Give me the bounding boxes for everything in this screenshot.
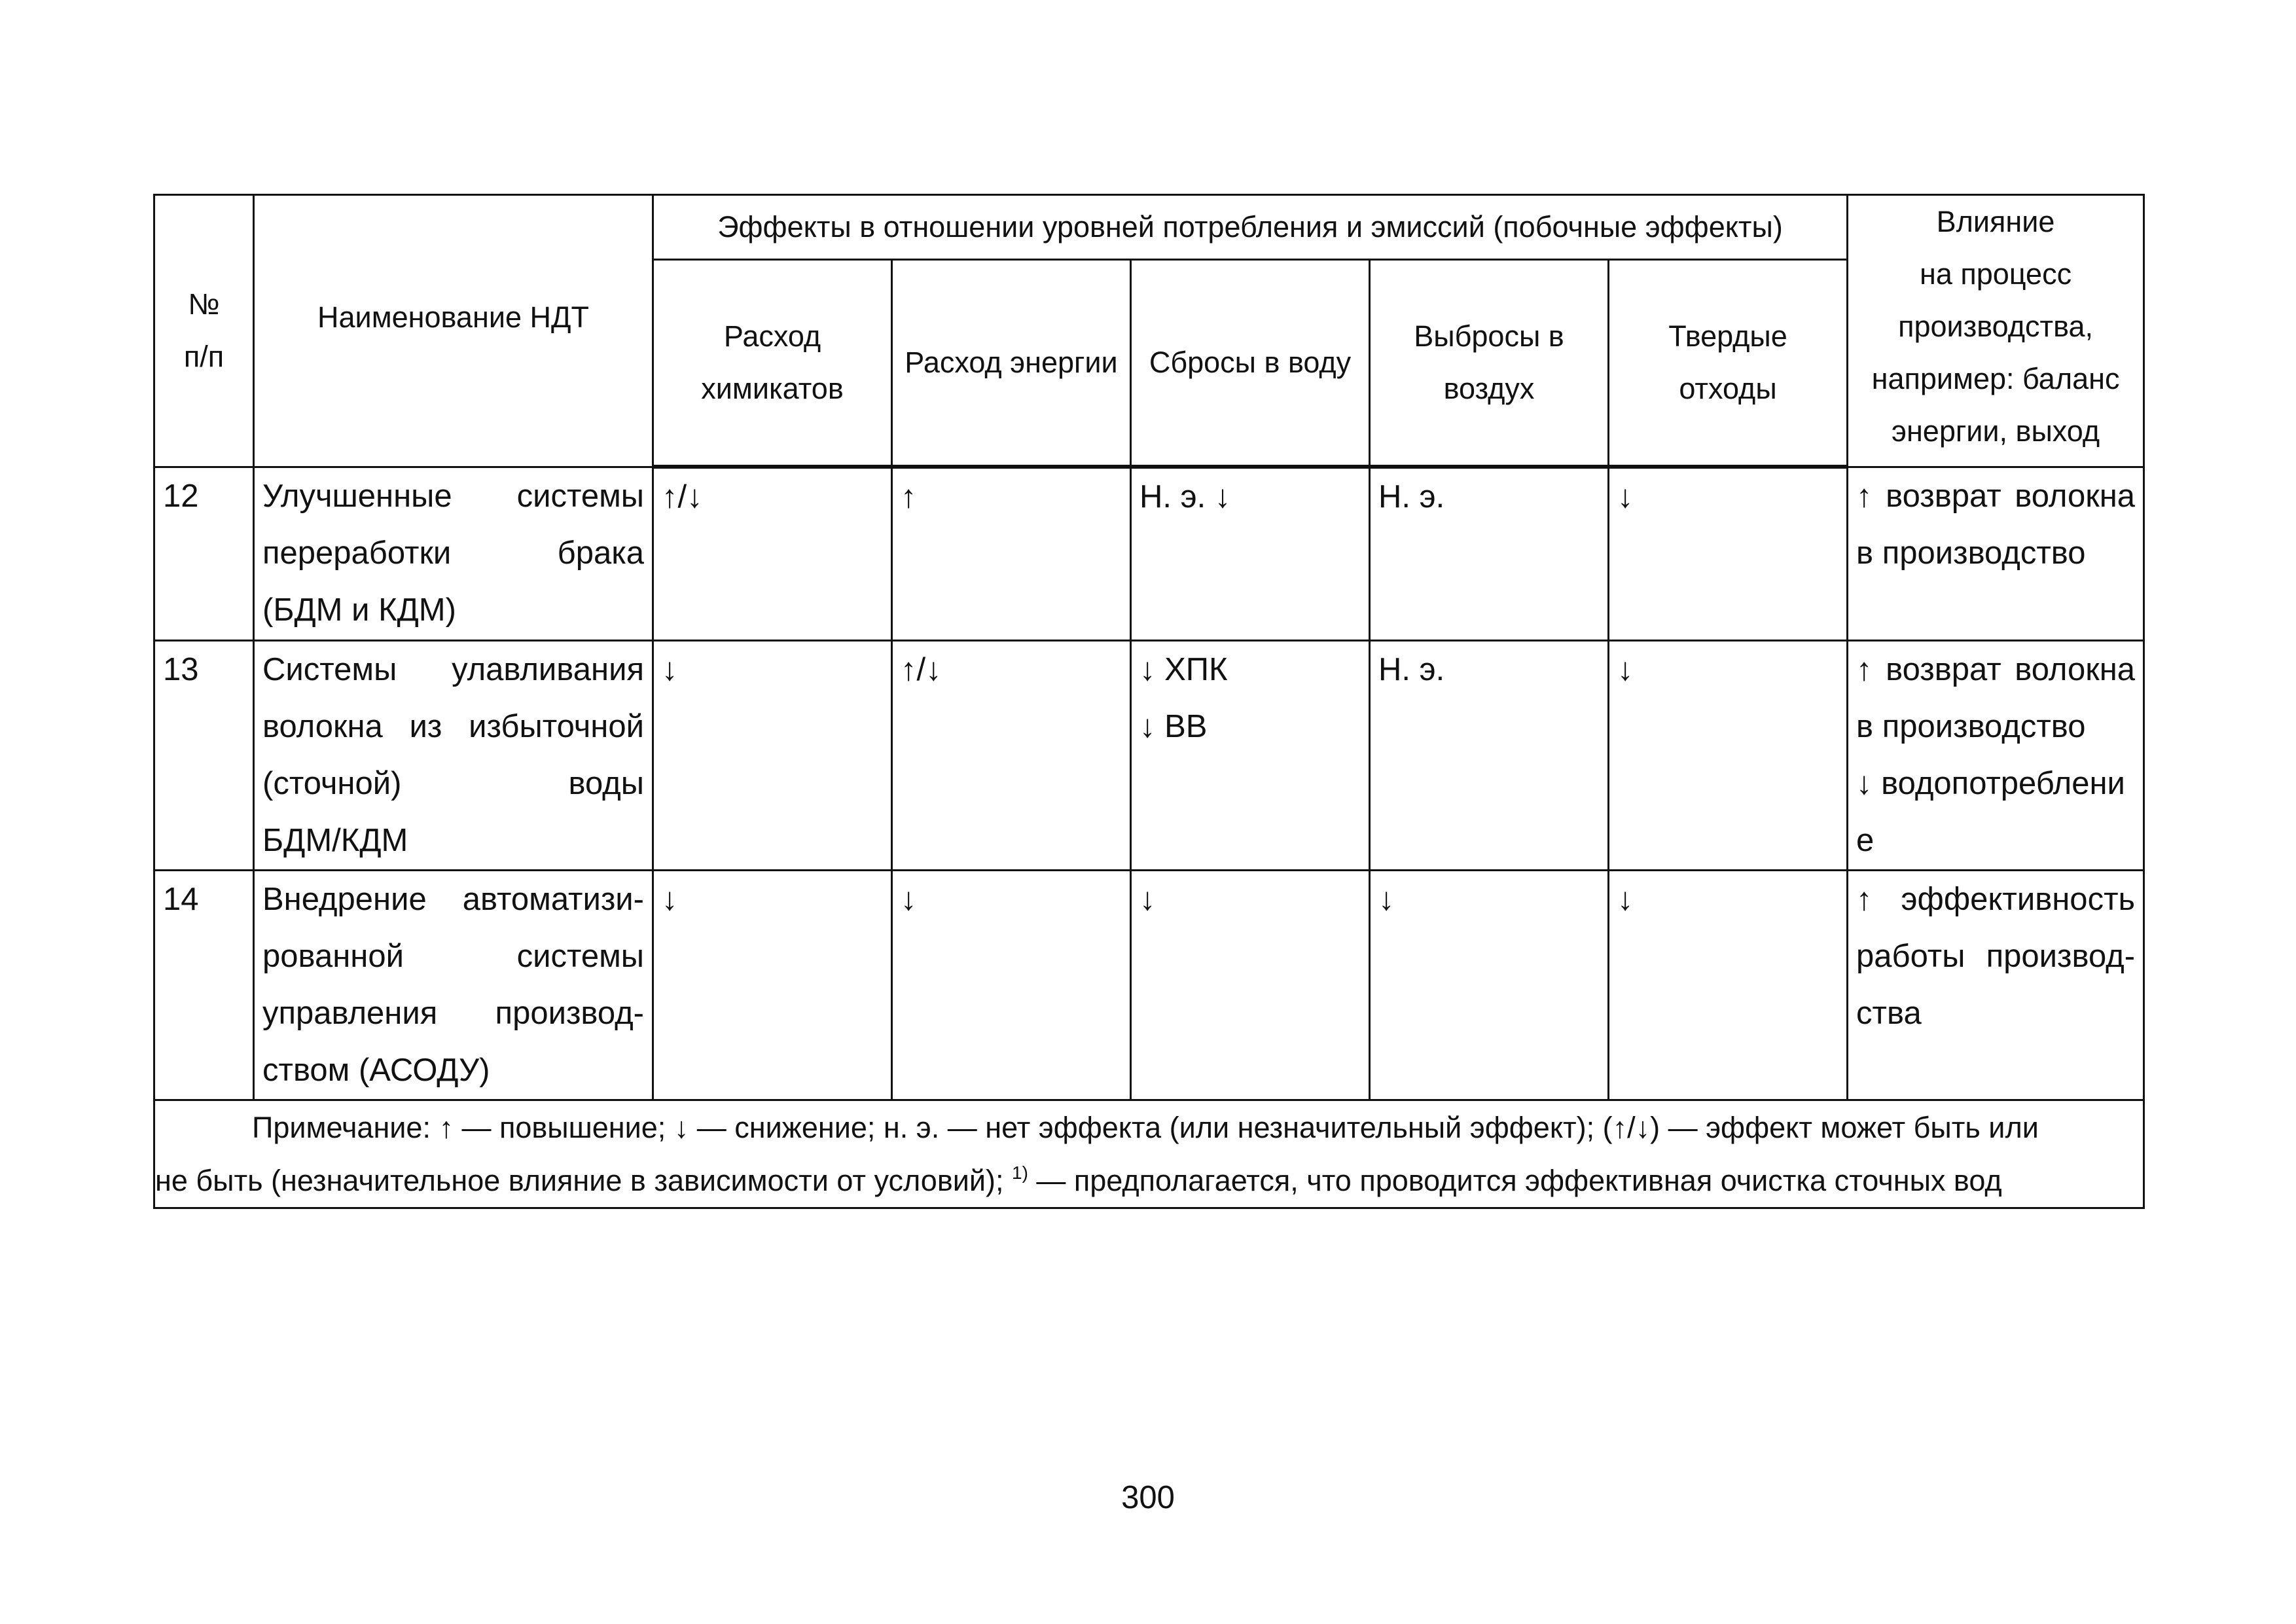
header-chemicals-line: химикатов [701,372,844,405]
row-name-line: переработки брака [262,535,644,571]
header-air-line: Выбросы в [1414,319,1564,353]
cell-line: ↑ возврат волокна [1856,478,2136,514]
header-influence-line: на процесс [1919,257,2072,291]
row-energy [892,467,1131,641]
cell-line: ↓ ХПК [1139,652,1228,687]
footnote-marker: 1) [1012,1163,1028,1183]
cell-line: в производство [1856,709,2086,744]
table-note [154,1100,2144,1208]
header-name [254,195,653,467]
row-solid [1609,871,1848,1100]
header-name-text: Наименование НДТ [317,300,589,334]
row-influence [1848,871,2144,1100]
row-solid [1609,467,1848,641]
header-influence-line: энергии, выход [1891,414,2100,448]
table-header-row [154,195,2144,260]
header-chemicals [653,260,892,467]
cell-line: ↓ [901,882,917,917]
row-water [1131,871,1370,1100]
note-text: — предполагается, что проводится эффективная очистка сточных вод [1028,1164,2002,1197]
row-influence [1848,641,2144,871]
cell-line: ↓ [662,882,678,917]
row-energy [892,641,1131,871]
cell-line: ства [1856,996,1922,1031]
header-chemicals-line: Расход [723,319,821,353]
row-influence [1848,467,2144,641]
header-air-line: воздух [1443,372,1535,405]
header-influence-line: например: баланс [1871,362,2120,395]
cell-line: ↑/↓ [901,652,942,687]
row-solid [1609,641,1848,871]
row-name [254,871,653,1100]
row-name [254,467,653,641]
cell-line: ↑ эффективность [1856,882,2136,917]
cell-line: ↑/↓ [662,479,703,514]
header-number [154,195,254,467]
header-number-line: № [188,287,220,321]
table-row [154,871,2144,1100]
row-number: 12 [154,467,254,641]
row-name-line: ством (АСОДУ) [262,1053,490,1088]
header-energy-text: Расход энергии [905,346,1118,379]
note-line: Примечание: ↑ — повышение; ↓ — снижение; н. э. — нет эффекта (или незначительный эффект); (↑/↓) — эффект может быть или [252,1111,2039,1144]
row-name-line: Улучшенные системы [262,478,644,514]
cell-line: ↓ [1139,882,1156,917]
row-number: 14 [154,871,254,1100]
row-water [1131,641,1370,871]
table-note-row [154,1100,2144,1208]
row-name-line: (БДМ и КДМ) [262,592,456,628]
cell-line: ↓ [1617,479,1634,514]
cell-line: ↑ возврат волокна [1856,652,2136,687]
cell-line: ↑ [901,479,917,514]
cell-line: Н. э. ↓ [1139,479,1231,514]
row-energy [892,871,1131,1100]
header-number-line: п/п [183,340,224,374]
cell-line: е [1856,823,1874,858]
header-air [1370,260,1609,467]
header-solid [1609,260,1848,467]
row-air [1370,467,1609,641]
cell-line: в производство [1856,535,2086,571]
header-effects-group [653,195,1848,260]
note-text: не быть (незначительное влияние в зависимости от условий); [155,1164,1012,1197]
note-line [155,1154,2143,1207]
row-name-line: Внедрение автоматизи- [262,882,644,917]
row-chemicals [653,641,892,871]
cell-line: ↓ [662,652,678,687]
cell-line: работы производ- [1856,939,2136,974]
row-name-line: БДМ/КДМ [262,823,408,858]
cell-line: ↓ ВВ [1139,709,1208,744]
cell-line: Н. э. [1378,479,1445,514]
row-name-line: управления производ- [262,996,644,1031]
header-solid-line: Твердые [1668,319,1787,353]
cell-line: ↓ [1617,882,1634,917]
ndt-effects-table [153,194,2145,1209]
row-number: 13 [154,641,254,871]
row-name-line: волокна из избыточной [262,709,644,744]
header-energy [892,260,1131,467]
header-water [1131,260,1370,467]
row-chemicals [653,871,892,1100]
row-air [1370,871,1609,1100]
row-water [1131,467,1370,641]
cell-line: ↓ водопотреблени [1856,766,2125,801]
page-number: 300 [1121,1480,1175,1515]
header-effects-group-text: Эффекты в отношении уровней потребления и эмиссий (побочные эффекты) [717,210,1783,244]
row-name-line: Системы улавливания [262,652,644,687]
header-influence-line: производства, [1898,310,2094,343]
cell-line: ↓ [1617,652,1634,687]
cell-line: Н. э. [1378,652,1445,687]
header-influence [1848,195,2144,467]
header-influence-line: Влияние [1936,205,2055,238]
header-water-text: Сбросы в воду [1149,346,1352,379]
row-chemicals [653,467,892,641]
table-row [154,467,2144,641]
header-solid-line: отходы [1679,372,1777,405]
row-air [1370,641,1609,871]
table-row [154,641,2144,871]
cell-line: ↓ [1378,882,1395,917]
row-name-line: (сточной) воды [262,766,644,801]
row-name [254,641,653,871]
row-name-line: рованной системы [262,939,644,974]
